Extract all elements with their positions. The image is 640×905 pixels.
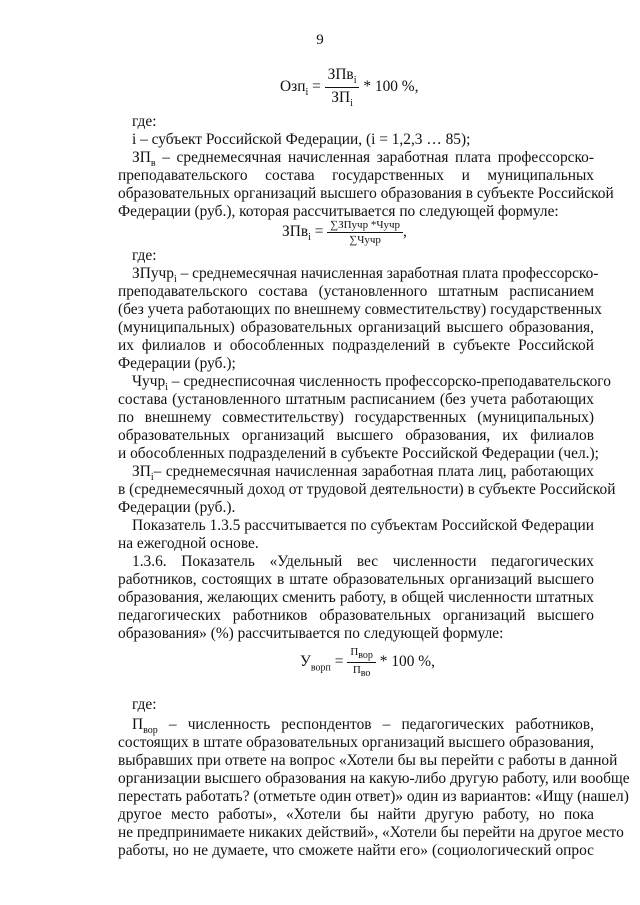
definition-text: – среднемесячная начисленная заработная плата профессорско- — [155, 149, 594, 166]
definition-pvor-line: выбравших при ответе на вопрос «Хотели бы вы перейти с работы в данной — [118, 752, 618, 769]
formula-tail: * 100 %, — [375, 653, 435, 671]
formula-numerator: ∑ЗПучр — [330, 219, 369, 231]
definition-zpv-line: Федерации (руб.), которая рассчитывается по следующей формуле: — [118, 203, 559, 220]
formula-lhs-sub: i — [308, 232, 311, 244]
paragraph-1-3-5-line: на ежегодной основе. — [118, 535, 259, 552]
definition-zpi-line: Федерации (руб.). — [118, 499, 236, 516]
where-label: где: — [132, 247, 157, 264]
definition-chuchr-line: состава (установленного штатным расписанием (без учета работающих — [118, 391, 594, 408]
paragraph-1-3-6-line: образования» (%) рассчитывается по следующей формуле: — [118, 625, 504, 642]
formula-denominator: ЗП — [331, 89, 351, 107]
formula-ozp: Oзп$_i$ = $\frac{ЗПв_i}{ЗП_i}$ * 100 %, — [280, 66, 419, 110]
symbol: П — [132, 716, 144, 733]
definition-zpuchr-line: их филиалов и обособленных подразделений в субъекте Российской — [118, 337, 594, 354]
paragraph-1-3-6: 1.3.6. Показатель «Удельный вес численности педагогических — [132, 553, 594, 570]
formula-lhs: Oзп — [280, 78, 306, 96]
formula-lhs-sub: i — [305, 87, 309, 99]
formula-denominator-sub: i — [350, 98, 353, 110]
definition-text: – среднесписочная численность профессорско-преподавательского — [167, 373, 611, 390]
formula-zpv: ЗПв$_i$ = $\frac{\text{∑ЗПучр *Чучр}}{\text{∑Чучр}}$ , — [282, 219, 407, 246]
formula-lhs: У — [300, 653, 311, 671]
where-label: где: — [132, 113, 157, 130]
symbol: ЗП — [132, 149, 151, 166]
formula-numerator: П — [350, 646, 359, 658]
symbol-sub: вор — [143, 725, 158, 737]
paragraph-1-3-6-line: работников, состоящих в штате образовательных организаций высшего — [118, 571, 594, 588]
definition-zpuchr-line: (без учета работающих по внешнему совместительству) государственных — [118, 301, 602, 318]
definition-pvor-line: не предпринимаете никаких действий», «Хотели бы перейти на другое место — [118, 824, 624, 841]
definition-pvor-line: работы, но не думаете, что сможете найти его» (социологический опрос — [118, 842, 594, 859]
definition-chuchr-line: по внешнему совместительству) государственных (муниципальных) — [118, 409, 594, 426]
formula-fraction — [325, 66, 360, 109]
formula-numerator: ЗПв — [327, 66, 354, 83]
definition-text: – среднемесячная начисленная заработная плата лиц, работающих — [153, 463, 594, 480]
symbol-sub: i — [165, 382, 168, 394]
formula-denominator: ∑Чучр — [349, 234, 381, 246]
symbol: ЗПучр — [132, 265, 174, 282]
formula-fraction — [347, 646, 376, 679]
where-label: где: — [132, 696, 157, 713]
formula-numerator-sub: вор — [358, 650, 373, 662]
formula-tail: * 100 %, — [359, 78, 419, 96]
paragraph-1-3-6-line: образования, желающих сменить работу, в общей численности штатных — [118, 589, 594, 606]
formula-uvorp: $У_{ворп}$ = $\frac{П_{вор}}{П_{во}}$ * 100 %, — [300, 646, 435, 680]
symbol-sub: i — [173, 274, 177, 286]
symbol: Чучр — [132, 373, 166, 390]
symbol-sub: i — [150, 472, 154, 484]
formula-lhs: ЗПв — [282, 223, 309, 241]
paragraph-1-3-6-line: педагогических работников образовательных организаций высшего — [118, 607, 594, 624]
page-number: 9 — [316, 32, 324, 48]
definition-text: – численность респондентов – педагогических работников, — [157, 716, 594, 733]
definition-zpuchr-line: преподавательского состава (установленного штатным расписанием — [118, 283, 594, 300]
definition-pvor-line: другое место работы», «Хотели бы найти другую работу, но пока — [118, 806, 594, 823]
definition-chuchr-line: и обособленных подразделений в субъекте Российской Федерации (чел.); — [118, 445, 599, 462]
definition-pvor-line: перестать работать? (отметьте один ответ)» один из вариантов: «Ищу (нашел) — [118, 788, 629, 805]
definition-zpv-line: преподавательского состава государственных и муниципальных — [118, 167, 594, 184]
definition-pvor-line: организации высшего образования на какую-либо другую работу, или вообще — [118, 770, 630, 787]
definition-zpi-line: в (среднемесячный доход от трудовой деятельности) в субъекте Российской — [118, 481, 616, 498]
paragraph-1-3-5: Показатель 1.3.5 рассчитывается по субъектам Российской Федерации — [132, 517, 594, 534]
symbol: ЗП — [132, 463, 151, 480]
formula-numerator-mid: *Чучр — [368, 219, 401, 231]
definition-zpuchr-line: (муниципальных) образовательных организаций высшего образования, — [118, 319, 594, 336]
formula-numerator-sub: i — [353, 75, 357, 87]
definition-zpuchr-line: Федерации (руб.); — [118, 355, 236, 372]
symbol-sub: в — [150, 158, 156, 170]
formula-denominator-sub: во — [360, 668, 371, 680]
definition-chuchr-line: образовательных организаций высшего образования, их филиалов — [118, 427, 594, 444]
formula-lhs-sub: ворп — [310, 662, 331, 674]
definition-i: i – субъект Российской Федерации, (i = 1,2,3 … 85); — [132, 131, 471, 148]
definition-zpv-line: образовательных организаций высшего образования в субъекте Российской — [118, 185, 614, 202]
formula-fraction — [327, 219, 403, 246]
definition-pvor-line: состоящих в штате образовательных организаций высшего образования, — [118, 734, 594, 751]
definition-text: – среднемесячная начисленная заработная плата профессорско- — [176, 265, 599, 282]
formula-denominator: П — [352, 664, 361, 677]
formula-tail: , — [403, 223, 407, 241]
